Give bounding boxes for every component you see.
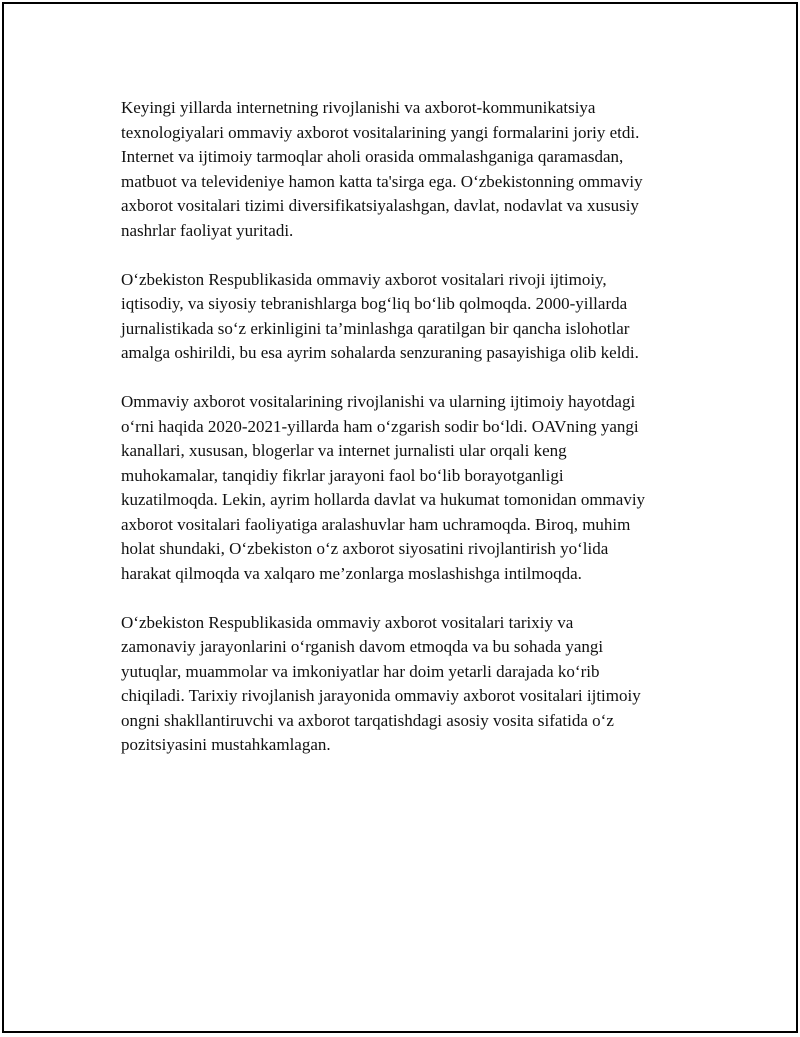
text-line: amalga oshirildi, bu esa ayrim sohalarda senzuraning pasayishiga olib keldi. (121, 343, 639, 362)
text-line: muhokamalar, tanqidiy fikrlar jarayoni faol bo‘lib borayotganligi (121, 465, 564, 485)
text-line: holat shundaki, O‘zbekiston o‘z axborot siyosatini rivojlantirish yo‘lida (121, 539, 609, 558)
text-line: O‘zbekiston Respublikasida ommaviy axborot vositalari rivoji ijtimoiy, (121, 269, 607, 289)
text-line: Keyingi yillarda internetning rivojlanishi va axborot-kommunikatsiya (121, 98, 596, 117)
paragraph-4 (121, 611, 701, 758)
text-line: iqtisodiy, va siyosiy tebranishlarga bog‘liq bo‘lib qolmoqda. 2000-yillarda (121, 294, 628, 313)
text-line: o‘rni haqida 2020-2021-yillarda ham o‘zgarish sodir bo‘ldi. OAVning yangi (121, 416, 639, 436)
text-line: zamonaviy jarayonlarini o‘rganish davom etmoqda va bu sohada yangi (121, 637, 604, 656)
text-line: ongni shakllantiruvchi va axborot tarqatishdagi asosiy vosita sifatida o‘z (121, 710, 614, 730)
text-line: kanallari, xususan, blogerlar va internet jurnalisti ular orqali keng (121, 441, 567, 460)
text-line: nashrlar faoliyat yuritadi. (121, 220, 294, 240)
text-line: Ommaviy axborot vositalarining rivojlanishi va ularning ijtimoiy hayotdagi (121, 392, 636, 411)
text-line: O‘zbekiston Respublikasida ommaviy axborot vositalari tarixiy va (121, 612, 574, 632)
paragraph-2 (121, 268, 701, 366)
text-line: jurnalistikada so‘z erkinligini ta’minlashga qaratilgan bir qancha islohotlar (121, 318, 630, 338)
text-line: axborot vositalari faoliyatiga aralashuvlar ham uchramoqda. Biroq, muhim (121, 514, 631, 534)
document-body (121, 96, 701, 782)
paragraph-3 (121, 390, 701, 586)
text-line: pozitsiyasini mustahkamlagan. (121, 735, 331, 754)
text-line: harakat qilmoqda va xalqaro me’zonlarga moslashishga intilmoqda. (121, 563, 582, 583)
text-line: yutuqlar, muammolar va imkoniyatlar har doim yetarli darajada ko‘rib (121, 661, 600, 681)
text-line: Internet va ijtimoiy tarmoqlar aholi orasida ommalashganiga qaramasdan, (121, 147, 624, 166)
document-page (2, 2, 798, 1033)
text-line: chiqiladi. Tarixiy rivojlanish jarayonida ommaviy axborot vositalari ijtimoiy (121, 686, 641, 705)
text-line: kuzatilmoqda. Lekin, ayrim hollarda davlat va hukumat tomonidan ommaviy (121, 490, 646, 509)
text-line: axborot vositalari tizimi diversifikatsiyalashgan, davlat, nodavlat va xususiy (121, 196, 639, 215)
text-line: matbuot va televideniye hamon katta ta'sirga ega. O‘zbekistonning ommaviy (121, 171, 643, 191)
text-line: texnologiyalari ommaviy axborot vositalarining yangi formalarini joriy etdi. (121, 122, 640, 142)
paragraph-1 (121, 96, 701, 243)
